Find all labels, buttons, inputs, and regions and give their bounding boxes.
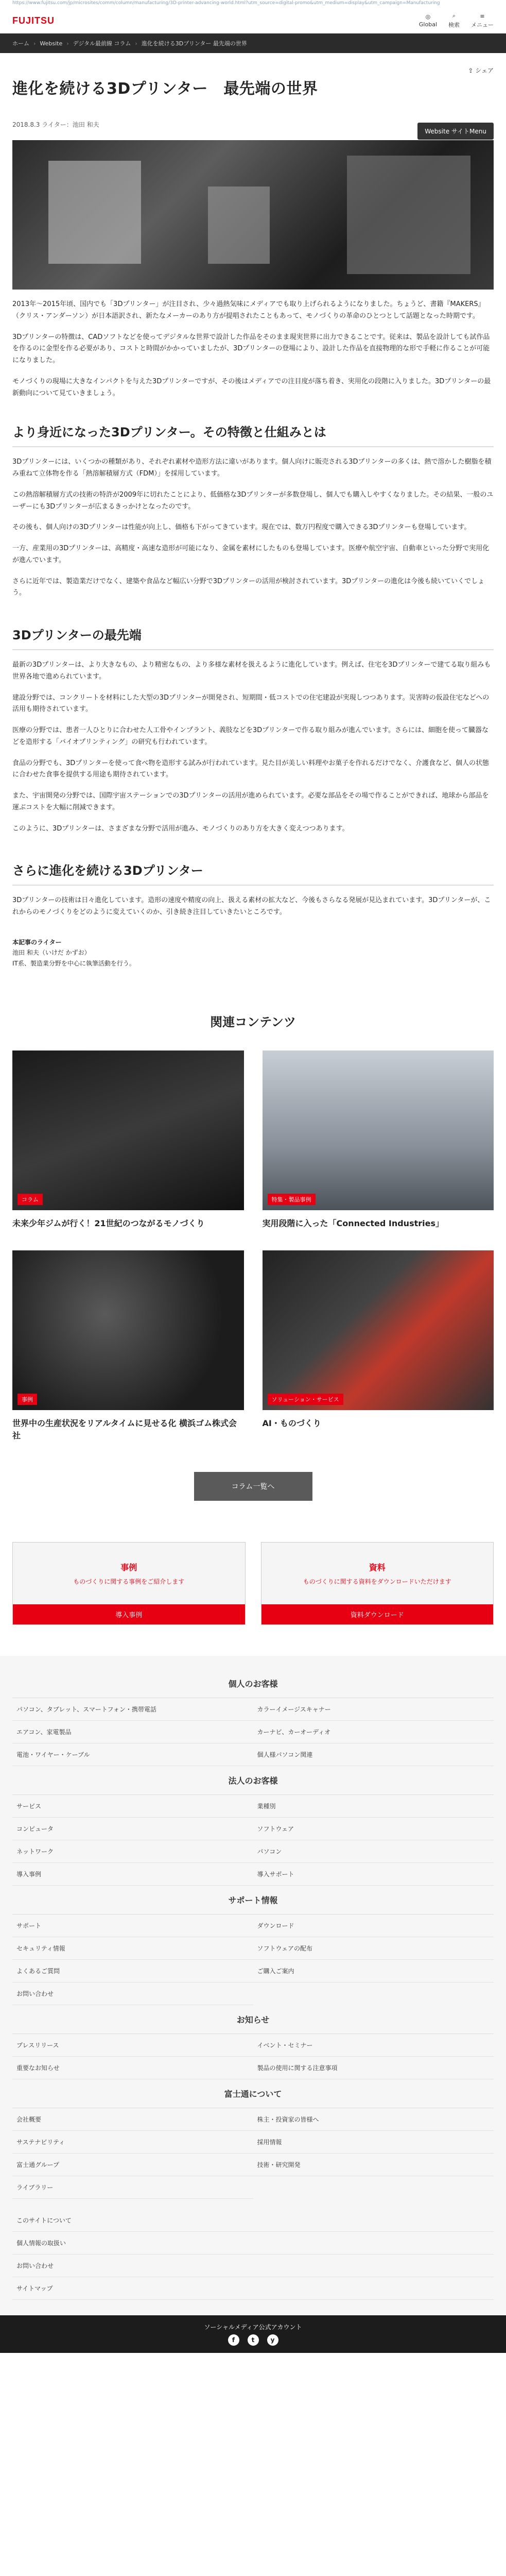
footer-link[interactable]: 富士通グループ bbox=[12, 2154, 253, 2176]
footer-link[interactable]: 個人様パソコン関連 bbox=[253, 1743, 494, 1766]
card-thumbnail bbox=[12, 1050, 244, 1210]
footer-link[interactable]: 業種別 bbox=[253, 1795, 494, 1818]
column-list-button[interactable]: コラム一覧へ bbox=[194, 1472, 312, 1501]
related-heading: 関連コンテンツ bbox=[210, 1014, 296, 1029]
footer-link[interactable]: カーナビ、カーオーディオ bbox=[253, 1721, 494, 1743]
footer-link[interactable]: サポート bbox=[12, 1914, 253, 1937]
globe-icon: ◎ bbox=[425, 13, 431, 20]
footer-extra-link[interactable]: 個人情報の取扱い bbox=[12, 2232, 494, 2255]
social-bar bbox=[0, 2315, 506, 2353]
search-icon: ⌕ bbox=[452, 12, 456, 19]
site-footer bbox=[0, 1656, 506, 2353]
footer-link[interactable]: 採用情報 bbox=[253, 2131, 494, 2154]
footer-link[interactable]: セキュリティ情報 bbox=[12, 1937, 253, 1960]
footer-link[interactable]: 株主・投資家の皆様へ bbox=[253, 2108, 494, 2131]
youtube-icon[interactable]: y bbox=[267, 2334, 278, 2346]
footer-link[interactable]: 製品の使用に関する注意事項 bbox=[253, 2057, 494, 2079]
footer-link[interactable]: 導入サポート bbox=[253, 1863, 494, 1886]
body-paragraph: 食品の分野でも、3Dプリンターを使って食べ物を造形する試みが行われています。見た目が美しい料理やお菓子を作れるだけでなく、介護食など、個人の状態に合わせた食事を提供する用途も期待されています。 bbox=[12, 759, 489, 779]
footer-section-title: 法人のお客様 bbox=[12, 1766, 494, 1795]
footer-link[interactable]: 電池・ワイヤー・ケーブル bbox=[12, 1743, 253, 1766]
footer-section-business bbox=[0, 1766, 506, 1886]
footer-section-title: サポート情報 bbox=[12, 1886, 494, 1914]
cta-section bbox=[12, 1542, 494, 1625]
footer-extra-link[interactable]: このサイトについて bbox=[12, 2209, 494, 2232]
footer-link[interactable]: ライブラリー bbox=[12, 2176, 253, 2199]
body-paragraph: また、宇宙開発の分野では、国際宇宙ステーションでの3Dプリンターの活用が進められています。必要な部品をその場で作ることができれば、地球から部品を運ぶコストを大幅に削減できます。 bbox=[12, 792, 489, 811]
footer-section-title: お知らせ bbox=[12, 2005, 494, 2034]
footer-link[interactable]: エアコン、家電製品 bbox=[12, 1721, 253, 1743]
related-card[interactable] bbox=[263, 1050, 494, 1230]
footer-link[interactable]: ダウンロード bbox=[253, 1914, 494, 1937]
related-card[interactable] bbox=[12, 1050, 244, 1230]
footer-extra-link[interactable]: お問い合わせ bbox=[12, 2255, 494, 2277]
fujitsu-logo[interactable]: FUJITSU bbox=[12, 15, 55, 26]
hamburger-icon: ≡ bbox=[480, 12, 485, 20]
card-badge: 事例 bbox=[18, 1394, 37, 1405]
footer-link[interactable]: パソコン bbox=[253, 1840, 494, 1863]
section-heading: 3Dプリンターの最先端 bbox=[12, 625, 494, 650]
breadcrumb-current: 進化を続ける3Dプリンター 最先端の世界 bbox=[141, 40, 247, 47]
card-thumbnail bbox=[12, 1250, 244, 1410]
twitter-icon[interactable]: t bbox=[248, 2334, 259, 2346]
footer-link[interactable]: お問い合わせ bbox=[12, 1982, 253, 2005]
card-badge: 特集・製品事例 bbox=[268, 1194, 316, 1205]
footer-link[interactable]: プレスリリース bbox=[12, 2034, 253, 2057]
facebook-icon[interactable]: f bbox=[228, 2334, 239, 2346]
site-header bbox=[0, 8, 506, 33]
intro-paragraph: 2013年〜2015年頃、国内でも「3Dプリンター」が注目され、少々過熱気味にメディアでも取り上げられるようになりました。ちょうど、書籍『MAKERS』（クリス・アンダーソン）が日本語訳され、新たなメーカーのあり方が提唱されたこともあって、モノづくりの革命のひとつとして話題となった時期です。 bbox=[12, 300, 485, 320]
related-card[interactable] bbox=[12, 1250, 244, 1442]
menu-link[interactable]: ≡ メニュー bbox=[471, 12, 494, 28]
cta-box-docs bbox=[261, 1542, 494, 1625]
card-title: 未来少年ジムが行く！21世紀のつながるモノづくり bbox=[12, 1218, 205, 1228]
footer-link[interactable]: サステナビリティ bbox=[12, 2131, 253, 2154]
footer-link[interactable]: 重要なお知らせ bbox=[12, 2057, 253, 2079]
cta-top bbox=[261, 1543, 494, 1604]
article-meta: 2018.8.3 ライター：池田 和夫 bbox=[12, 121, 99, 128]
card-badge: ソリューション・サービス bbox=[268, 1394, 343, 1405]
page-title: 進化を続ける3Dプリンター 最先端の世界 bbox=[12, 80, 318, 98]
breadcrumb-item[interactable]: デジタル最前線 コラム bbox=[73, 40, 131, 47]
footer-section-about bbox=[0, 2079, 506, 2300]
hero-image bbox=[12, 140, 494, 290]
body-paragraph: 建設分野では、コンクリートを材料にした大型の3Dプリンターが開発され、短期間・低コストでの住宅建設が実現しつつあります。災害時の仮設住宅などへの活用も期待されています。 bbox=[12, 693, 490, 714]
footer-link[interactable]: サービス bbox=[12, 1795, 253, 1818]
card-thumbnail bbox=[263, 1250, 494, 1410]
footer-section-support bbox=[0, 1886, 506, 2005]
header-links bbox=[419, 12, 494, 29]
cta-title: 事例 bbox=[120, 1562, 137, 1572]
share-icon: ⇪ bbox=[468, 67, 476, 74]
footer-link[interactable]: 導入事例 bbox=[12, 1863, 253, 1886]
cta-description: ものづくりに関する事例をご紹介します bbox=[73, 1578, 185, 1585]
breadcrumb-item[interactable]: ホーム bbox=[12, 40, 29, 47]
footer-link[interactable]: カラーイメージスキャナー bbox=[253, 1698, 494, 1721]
social-label: ソーシャルメディア公式アカウント bbox=[204, 2323, 302, 2331]
footer-link[interactable]: ご購入ご案内 bbox=[253, 1960, 494, 1982]
cta-description: ものづくりに関する資料をダウンロードいただけます bbox=[303, 1578, 451, 1585]
footer-link[interactable]: 会社概要 bbox=[12, 2108, 253, 2131]
writer-label: 本記事のライター bbox=[12, 938, 62, 946]
breadcrumb-item[interactable]: Website bbox=[40, 40, 63, 47]
footer-section-personal bbox=[0, 1669, 506, 1766]
writer-box bbox=[12, 937, 494, 969]
body-paragraph: 最新の3Dプリンターは、より大きなもの、より精密なもの、より多様な素材を扱えるように進化しています。例えば、住宅を3Dプリンターで建てる取り組みも世界各地で進められています。 bbox=[12, 661, 491, 681]
card-thumbnail bbox=[263, 1050, 494, 1210]
footer-link[interactable]: ソフトウェアの配布 bbox=[253, 1937, 494, 1960]
body-paragraph: さらに近年では、製造業だけでなく、建築や食品など幅広い分野で3Dプリンターの活用が検討されています。3Dプリンターの進化は今後も続いていくでしょう。 bbox=[12, 577, 485, 597]
section-heading: より身近になった3Dプリンター。その特徴と仕組みとは bbox=[12, 422, 494, 447]
footer-link[interactable]: イベント・セミナー bbox=[253, 2034, 494, 2057]
cases-button[interactable]: 導入事例 bbox=[13, 1604, 245, 1624]
breadcrumb: ホーム › Website › デジタル最前線 コラム › 進化を続ける3Dプリンター 最先端の世界 bbox=[0, 33, 506, 53]
body-paragraph: この熱溶解積層方式の技術の特許が2009年に切れたことにより、低価格な3Dプリンターが多数登場し、個人でも購入しやすくなりました。その結果、一般のユーザーにも3Dプリンターが広まるきっかけとなったのです。 bbox=[12, 490, 494, 511]
body-paragraph: このように、3Dプリンターは、さまざまな分野で活用が進み、モノづくりのあり方を大きく変えつつあります。 bbox=[12, 824, 349, 833]
footer-link[interactable]: よくあるご質問 bbox=[12, 1960, 253, 1982]
cta-box-cases bbox=[12, 1542, 246, 1625]
footer-link[interactable]: パソコン、タブレット、スマートフォン・携帯電話 bbox=[12, 1698, 253, 1721]
section-heading: さらに進化を続ける3Dプリンター bbox=[12, 860, 494, 886]
footer-link[interactable]: 技術・研究開発 bbox=[253, 2154, 494, 2176]
body-paragraph: 3Dプリンターの技術は日々進化しています。造形の速度や精度の向上、扱える素材の拡大など、今後もさらなる発展が見込まれています。3Dプリンターが、これからのモノづくりをどのように変えていくのか、引き続き注目していきたいところです。 bbox=[12, 896, 491, 916]
related-card[interactable] bbox=[263, 1250, 494, 1442]
footer-extra-link[interactable]: サイトマップ bbox=[12, 2277, 494, 2300]
card-badge: コラム bbox=[18, 1194, 43, 1205]
card-title: AI・ものづくり bbox=[262, 1418, 321, 1428]
related-cards bbox=[12, 1050, 494, 1442]
url-bar: https://www.fujitsu.com/jp/microsites/comm/column/manufacturing/3D-printer-advancing-world.html?utm_source=digital-promo&utm_medium=display&utm_campaign=Manufacturing bbox=[0, 0, 506, 8]
footer-section-news bbox=[0, 2005, 506, 2079]
body-paragraph: 3Dプリンターには、いくつかの種類があり、それぞれ素材や造形方法に違いがあります。個人向けに販売される3Dプリンターの多くは、熱で溶かした樹脂を積み重ねて立体物を作る「熱溶解積層方式（FDM）」を採用しています。 bbox=[12, 458, 492, 478]
cta-title: 資料 bbox=[369, 1562, 386, 1572]
global-link[interactable]: ◎ Global bbox=[418, 13, 437, 28]
body-paragraph: その後も、個人向けの3Dプリンターは性能が向上し、価格も下がってきています。現在では、数万円程度で購入できる3Dプリンターも登場しています。 bbox=[12, 523, 471, 532]
writer-bio: IT系、製造業分野を中心に執筆活動を行う。 bbox=[12, 959, 135, 967]
footer-link[interactable]: ネットワーク bbox=[12, 1840, 253, 1863]
card-title: 世界中の生産状況をリアルタイムに見せる化 横浜ゴム株式会社 bbox=[12, 1418, 237, 1440]
site-menu-button[interactable]: Website サイトMenu bbox=[417, 123, 494, 140]
body-paragraph: 一方、産業用の3Dプリンターは、高精度・高速な造形が可能になり、金属を素材にしたものも登場しています。医療や航空宇宙、自動車といった分野で実用化が進んでいます。 bbox=[12, 545, 490, 564]
card-title: 実用段階に入った「Connected Industries」 bbox=[262, 1218, 444, 1228]
footer-section-title: 富士通について bbox=[12, 2079, 494, 2108]
footer-section-title: 個人のお客様 bbox=[12, 1669, 494, 1698]
footer-link[interactable]: コンピュータ bbox=[12, 1818, 253, 1840]
search-link[interactable]: ⌕ 検索 bbox=[448, 12, 460, 28]
body-paragraph: 医療の分野では、患者一人ひとりに合わせた人工骨やインプラント、義肢などを3Dプリンターで作る取り組みが進んでいます。さらには、細胞を使って臓器などを造形する「バイオプリンティング」の研究も行われています。 bbox=[12, 726, 489, 746]
writer-name: 池田 和夫（いけだ かずお） bbox=[12, 949, 91, 957]
download-button[interactable]: 資料ダウンロード bbox=[261, 1604, 494, 1624]
cta-top bbox=[13, 1543, 245, 1604]
intro-paragraph: 3Dプリンターの特徴は、CADソフトなどを使ってデジタルな世界で設計した作品をそのまま現実世界に出力できることです。従来は、製品を設計しても試作品を作るのに金型を作る必要があり、コストと時間がかかっていましたが、3Dプリンターの登場により、設計した作品を直接物理的な形で手軽に作ることが可能になりました。 bbox=[12, 333, 490, 364]
share-button[interactable]: ⇪ シェア bbox=[468, 67, 494, 74]
intro-paragraph: モノづくりの現場に大きなインパクトを与えた3Dプリンターですが、その後はメディアでの注目度が落ち着き、実用化の段階に入りました。3Dプリンターの最新動向について見ていきましょう。 bbox=[12, 377, 491, 397]
footer-link[interactable]: ソフトウェア bbox=[253, 1818, 494, 1840]
